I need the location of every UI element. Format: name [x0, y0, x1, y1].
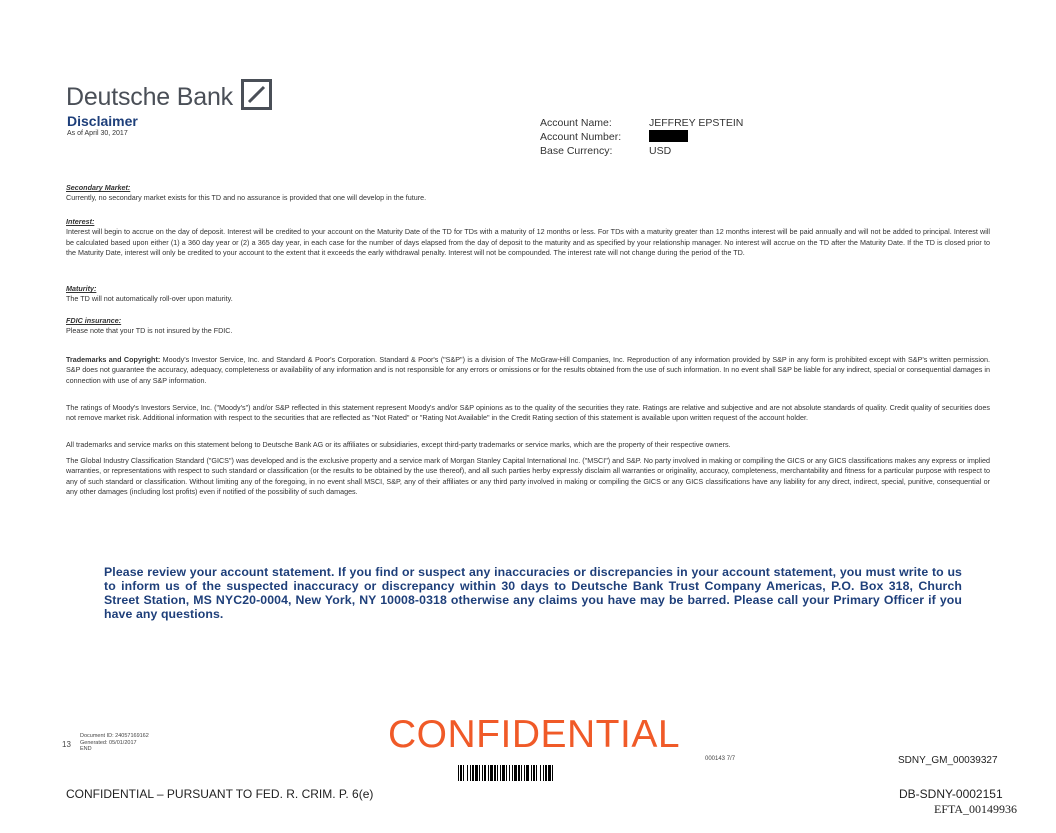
base-currency-label: Base Currency:	[540, 145, 613, 157]
confidential-stamp: CONFIDENTIAL	[388, 713, 681, 756]
section-text: All trademarks and service marks on this statement belong to Deutsche Bank AG or its affiliates or subsidiaries, except third-party trademarks or service marks, which are the property of their respective owners.	[66, 440, 731, 449]
section-heading: Trademarks and Copyright:	[66, 355, 161, 364]
confidential-footer: CONFIDENTIAL – PURSUANT TO FED. R. CRIM. P. 6(e)	[66, 787, 374, 801]
section-text: The ratings of Moody's Investors Service, Inc. ("Moody's") and/or S&P reflected in this statement represent Moody's and/or S&P opinions as to the quality of the securities they rate. Ratings are relative and subjective and are not absolute standards of quality. Credit quality of securities does not remove market risk. Additional information with respect to the securities that are reflected as "Not Rated" or "Rating Not Available" in the Credit Rating section of this statement is available upon written request of the account holder.	[66, 403, 990, 423]
end-marker: END	[80, 746, 92, 753]
account-name-label: Account Name:	[540, 117, 612, 129]
document-meta	[80, 733, 149, 753]
deutsche-bank-logo-icon	[241, 79, 272, 110]
section-text: The TD will not automatically roll-over upon maturity.	[66, 294, 233, 304]
section-ratings	[66, 403, 990, 424]
section-trademarks	[66, 355, 990, 386]
page-number: 13	[62, 740, 71, 749]
as-of-date: As of April 30, 2017	[67, 130, 128, 137]
section-text: Please note that your TD is not insured by the FDIC.	[66, 326, 233, 336]
generated-date: Generated: 05/01/2017	[80, 739, 137, 746]
section-heading: Maturity:	[66, 284, 97, 293]
base-currency-value: USD	[649, 145, 672, 157]
brand-name: Deutsche Bank	[66, 83, 233, 111]
sdny-bates-number: SDNY_GM_00039327	[898, 755, 998, 766]
document-id: Document ID: 24057169162	[80, 733, 149, 739]
section-fdic	[66, 316, 990, 337]
brand-header	[66, 82, 272, 113]
barcode-bar	[552, 765, 553, 781]
efta-number: EFTA_00149936	[934, 802, 1018, 816]
section-gics	[66, 456, 990, 498]
account-number-redaction	[649, 130, 688, 142]
section-maturity	[66, 284, 990, 305]
section-secondary-market	[66, 183, 990, 204]
section-text: The Global Industry Classification Standard ("GICS") was developed and is the exclusive property and a service mark of Morgan Stanley Capital International Inc. ("MSCI") and S&P. No party involved in making or compiling the GICS or any GICS classifications makes any express or implied warranties, or representations with respect to such standard or classification (or the results to be obtained by the use thereof), and all such parties herby expressly disclaim all warranties or originality, accuracy, completeness, merchantability and fitness for a particular purpose with respect to any of such standard or classification. Without limiting any of the foregoing, in no event shall MSCI, S&P, any of their affiliates or any third party involved in making or compiling the GICS or any GICS classifications have any liability for any direct, indirect, special, punitive, consequential or any other damages (including lost profits) even if notified of the possibility of such damages.	[66, 456, 990, 497]
account-name-value: JEFFREY EPSTEIN	[649, 117, 744, 129]
account-number-label: Account Number:	[540, 131, 622, 143]
section-text: Currently, no secondary market exists for this TD and no assurance is provided that one will develop in the future.	[66, 193, 427, 203]
section-heading: FDIC insurance:	[66, 316, 122, 325]
section-heading: Secondary Market:	[66, 183, 131, 192]
page-title: Disclaimer	[67, 113, 138, 129]
barcode-icon	[458, 765, 614, 781]
review-notice: Please review your account statement. If you find or suspect any inaccuracies or discrepancies in your account statement, you must write to us to inform us of the suspected inaccuracy or discrepancy within 30 days to Deutsche Bank Trust Company Americas, P.O. Box 318, Church Street Station, MS NYC20-0004, New York, NY 10008-0318 otherwise any claims you have may be barred. Please call your Primary Officer if you have any questions.	[104, 565, 962, 621]
section-interest	[66, 217, 990, 259]
section-trademarks-owner	[66, 440, 990, 450]
section-text: Moody's Investor Service, Inc. and Standard & Poor's Corporation. Standard & Poor's ("S&P") is a division of The McGraw-Hill Companies, Inc. Reproduction of any information provided by S&P in any form is prohibited except with S&P's written permission. S&P does not guarantee the accuracy, adequacy, completeness or availability of any information and is not responsible for any errors or omissions or for the results obtained from the use of such information. In no event shall S&P be liable for any indirect, special or consequential damages in connection with use of any S&P information.	[66, 355, 990, 385]
section-heading: Interest:	[66, 217, 95, 226]
section-text: Interest will begin to accrue on the day of deposit. Interest will be credited to your account on the Maturity Date of the TD for TDs with a maturity of 12 months or less. For TDs with a maturity greater than 12 months interest will be paid annually and will not be added to principal. Interest will be calculated based upon either (1) a 360 day year or (2) a 365 day year, in each case for the number of days elapsed from the day of deposit to the maturity and as specified by your relationship manager. No interest will accrue on the TD after the Maturity Date. If the TD is closed prior to the Maturity Date, interest will only be credited to your account to the extent that it exceeds the early withdrawal penalty. Interest will not be compounded. The interest rate will not change during the period of the TD.	[66, 227, 990, 258]
page-count: 000143 7/7	[705, 756, 736, 762]
account-info	[540, 116, 743, 158]
db-bates-number: DB-SDNY-0002151	[899, 787, 1003, 801]
